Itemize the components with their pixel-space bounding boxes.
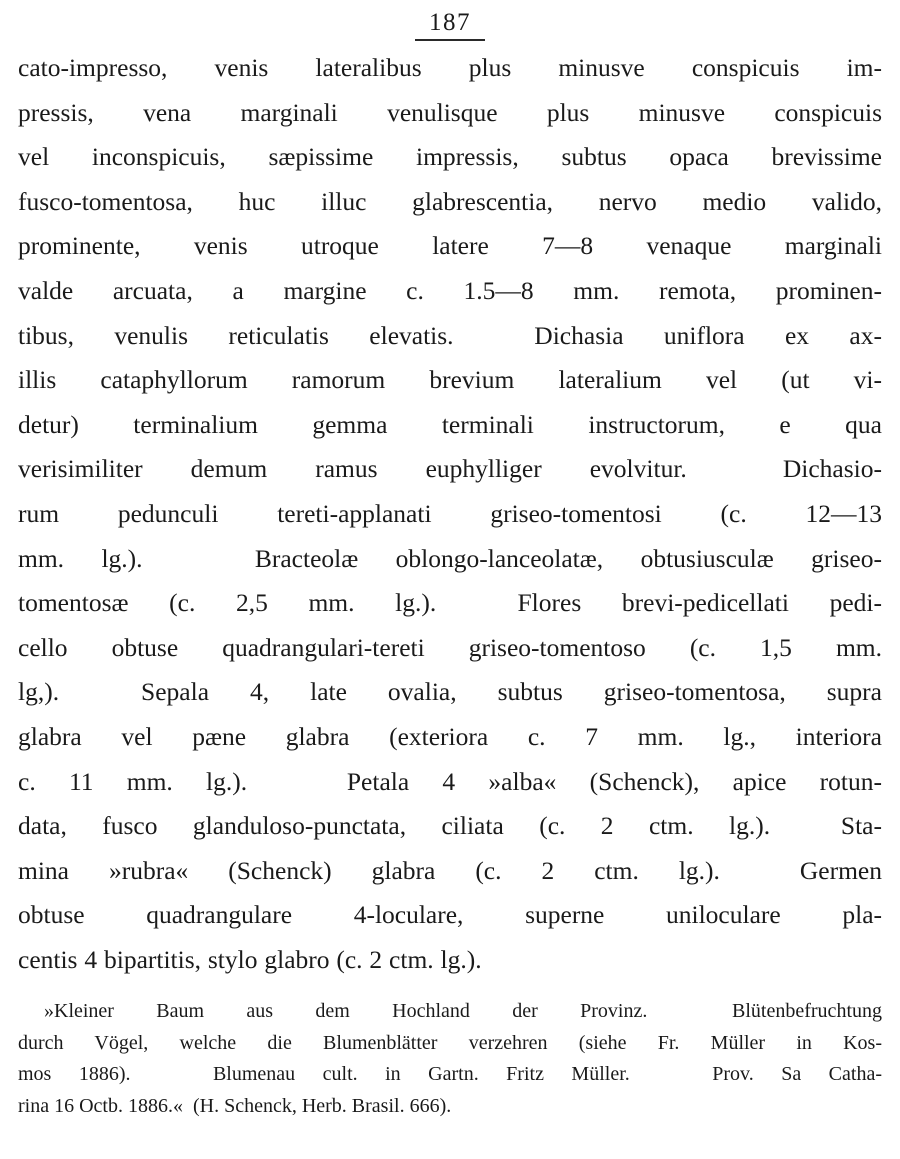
- text-line: verisimiliter demum ramus euphylliger evolvitur. Dichasio-: [18, 454, 882, 484]
- text-line: tibus, venulis reticulatis elevatis. Dichasia uniflora ex ax-: [18, 320, 882, 350]
- text-line: mina »rubra« (Schenck) glabra (c. 2 ctm. lg.). Germen: [18, 855, 882, 885]
- text-line: valde arcuata, a margine c. 1.5—8 mm. remota, prominen-: [18, 275, 882, 305]
- text-line: prominente, venis utroque latere 7—8 venaque marginali: [18, 231, 882, 261]
- text-line: mm. lg.). Bracteolæ oblongo-lanceolatæ, obtusiusculæ griseo-: [18, 543, 882, 573]
- page-header: [0, 0, 900, 46]
- text-line: rina 16 Octb. 1886.« (H. Schenck, Herb. Brasil. 666).: [18, 1094, 452, 1117]
- text-line: mos 1886). Blumenau cult. in Gartn. Fritz Müller. Prov. Sa Catha-: [18, 1063, 882, 1086]
- text-line: lg,). Sepala 4, late ovalia, subtus griseo-tomentosa, supra: [18, 677, 882, 707]
- text-line: pressis, vena marginali venulisque plus minusve conspicuis: [18, 97, 882, 127]
- text-line: glabra vel pæne glabra (exteriora c. 7 mm. lg., interiora: [18, 721, 882, 751]
- text-line: detur) terminalium gemma terminali instructorum, e qua: [18, 409, 882, 439]
- text-line: data, fusco glanduloso-punctata, ciliata (c. 2 ctm. lg.). Sta-: [18, 811, 882, 841]
- page-number: 187: [415, 10, 485, 41]
- text-line: vel inconspicuis, sæpissime impressis, subtus opaca brevissime: [18, 142, 882, 172]
- text-line: rum pedunculi tereti-applanati griseo-tomentosi (c. 12—13: [18, 498, 882, 528]
- text-line: cato-impresso, venis lateralibus plus minusve conspicuis im-: [18, 53, 882, 82]
- text-line: obtuse quadrangulare 4-loculare, superne uniloculare pla-: [18, 900, 882, 930]
- quotation-paragraph: [18, 996, 882, 1122]
- main-paragraph: [18, 46, 882, 982]
- text-line: centis 4 bipartitis, stylo glabro (c. 2 ctm. lg.).: [18, 944, 482, 974]
- text-line: durch Vögel, welche die Blumenblätter verzehren (siehe Fr. Müller in Kos-: [18, 1031, 882, 1054]
- text-line: »Kleiner Baum aus dem Hochland der Provinz. Blütenbefruchtung: [44, 1000, 882, 1023]
- text-line: fusco-tomentosa, huc illuc glabrescentia, nervo medio valido,: [18, 186, 882, 216]
- text-line: c. 11 mm. lg.). Petala 4 »alba« (Schenck), apice rotun-: [18, 766, 882, 796]
- text-line: illis cataphyllorum ramorum brevium lateralium vel (ut vi-: [18, 365, 882, 395]
- text-line: tomentosæ (c. 2,5 mm. lg.). Flores brevi-pedicellati pedi-: [18, 588, 882, 618]
- text-line: cello obtuse quadrangulari-tereti griseo-tomentoso (c. 1,5 mm.: [18, 632, 882, 662]
- document-body: [0, 46, 900, 1122]
